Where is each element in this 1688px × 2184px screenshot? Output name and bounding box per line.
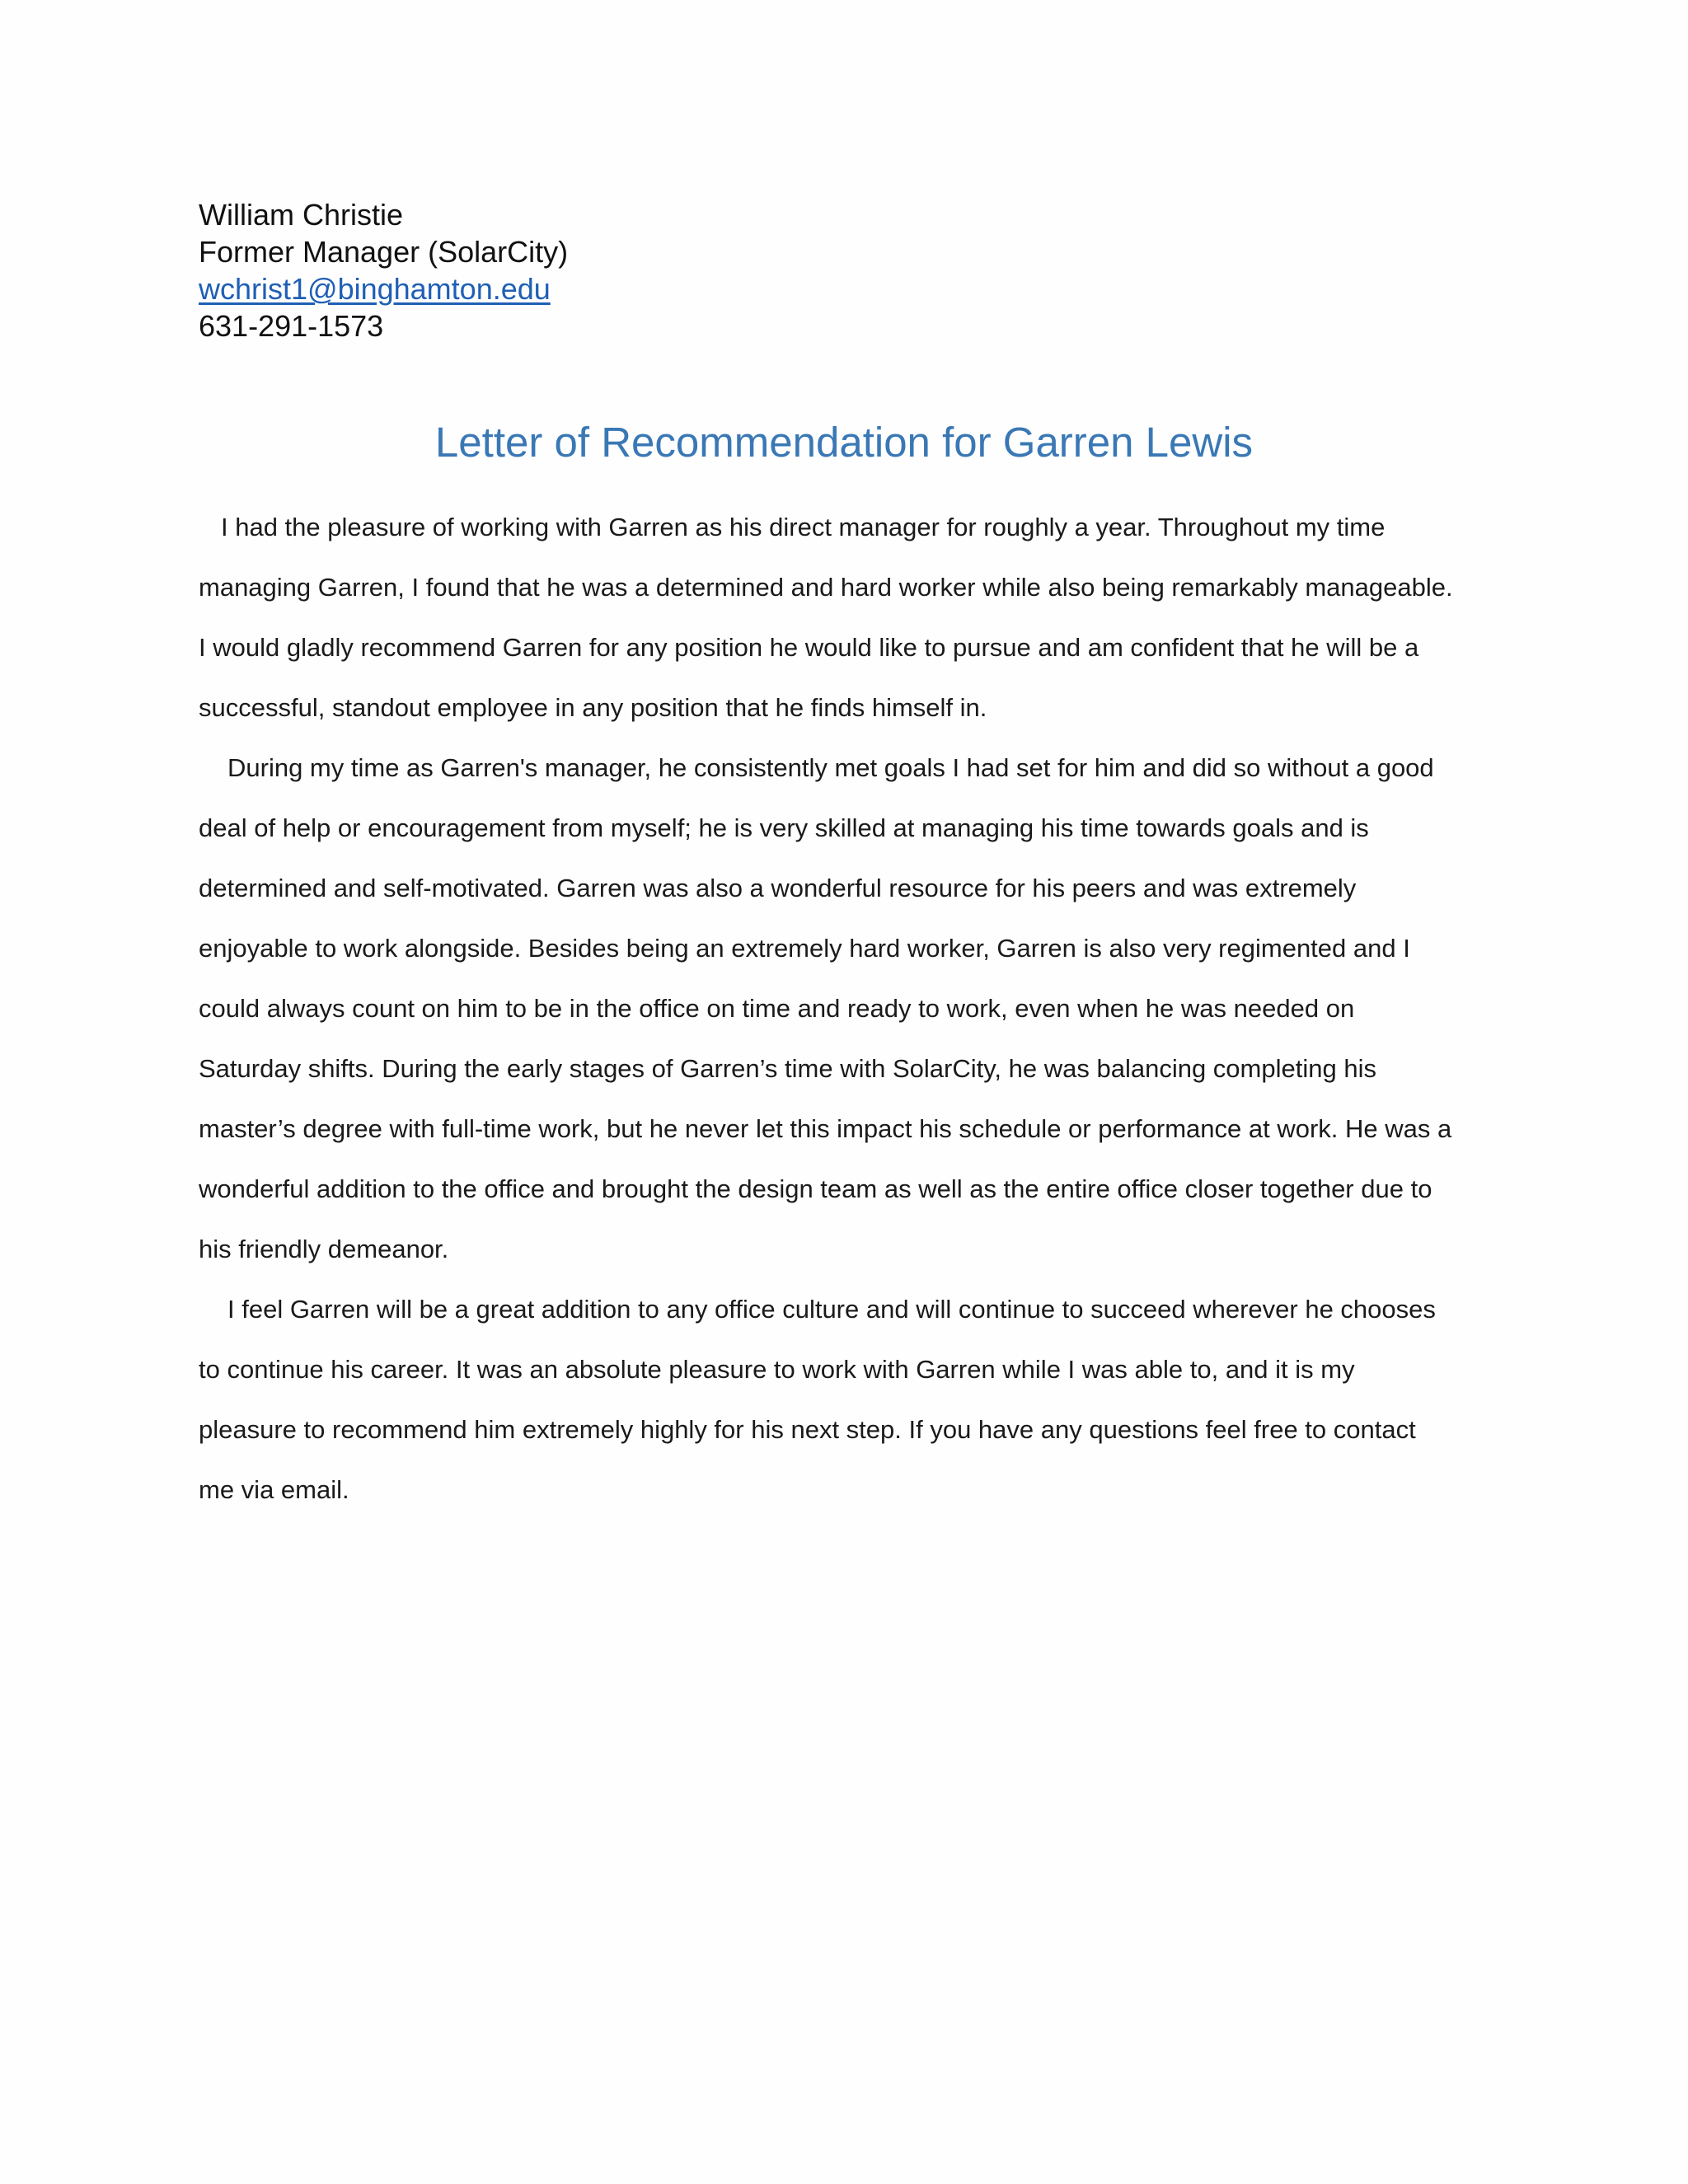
sender-name: William Christie xyxy=(199,198,404,232)
body-line: pleasure to recommend him extremely highly for his next step. If you have any questions feel free to contact xyxy=(199,1415,1416,1444)
letter-title: Letter of Recommendation for Garren Lewis xyxy=(434,419,1254,466)
body-line: enjoyable to work alongside. Besides being an extremely hard worker, Garren is also very regimented and I xyxy=(199,934,1410,963)
body-line: to continue his career. It was an absolute pleasure to work with Garren while I was able to, and it is my xyxy=(199,1355,1355,1384)
sender-email-link[interactable]: wchrist1@binghamton.edu xyxy=(199,272,551,306)
body-line: me via email. xyxy=(199,1475,349,1504)
body-line: successful, standout employee in any position that he finds himself in. xyxy=(199,693,987,722)
body-line: wonderful addition to the office and brought the design team as well as the entire office closer together due to xyxy=(199,1174,1432,1203)
body-line: could always count on him to be in the office on time and ready to work, even when he was needed on xyxy=(199,994,1355,1023)
body-line: I had the pleasure of working with Garren as his direct manager for roughly a year. Throughout my time xyxy=(221,513,1386,541)
body-line: determined and self-motivated. Garren was also a wonderful resource for his peers and was extremely xyxy=(199,874,1357,902)
sender-role: Former Manager (SolarCity) xyxy=(199,235,569,269)
sender-block xyxy=(199,196,568,344)
body-line: During my time as Garren's manager, he consistently met goals I had set for him and did so without a good xyxy=(227,753,1434,782)
letter-body xyxy=(199,497,1517,1520)
body-line: his friendly demeanor. xyxy=(199,1235,449,1263)
body-line: master’s degree with full-time work, but he never let this impact his schedule or performance at work. He was a xyxy=(199,1114,1452,1143)
sender-phone: 631-291-1573 xyxy=(199,309,384,343)
body-line: deal of help or encouragement from myself; he is very skilled at managing his time towards goals and is xyxy=(199,813,1369,842)
body-line: I would gladly recommend Garren for any position he would like to pursue and am confident that he will be a xyxy=(199,633,1419,662)
body-line: Saturday shifts. During the early stages of Garren’s time with SolarCity, he was balancing completing his xyxy=(199,1054,1376,1083)
body-line: managing Garren, I found that he was a determined and hard worker while also being remarkably manageable. xyxy=(199,573,1453,602)
body-line: I feel Garren will be a great addition to any office culture and will continue to succeed wherever he chooses xyxy=(227,1295,1436,1324)
